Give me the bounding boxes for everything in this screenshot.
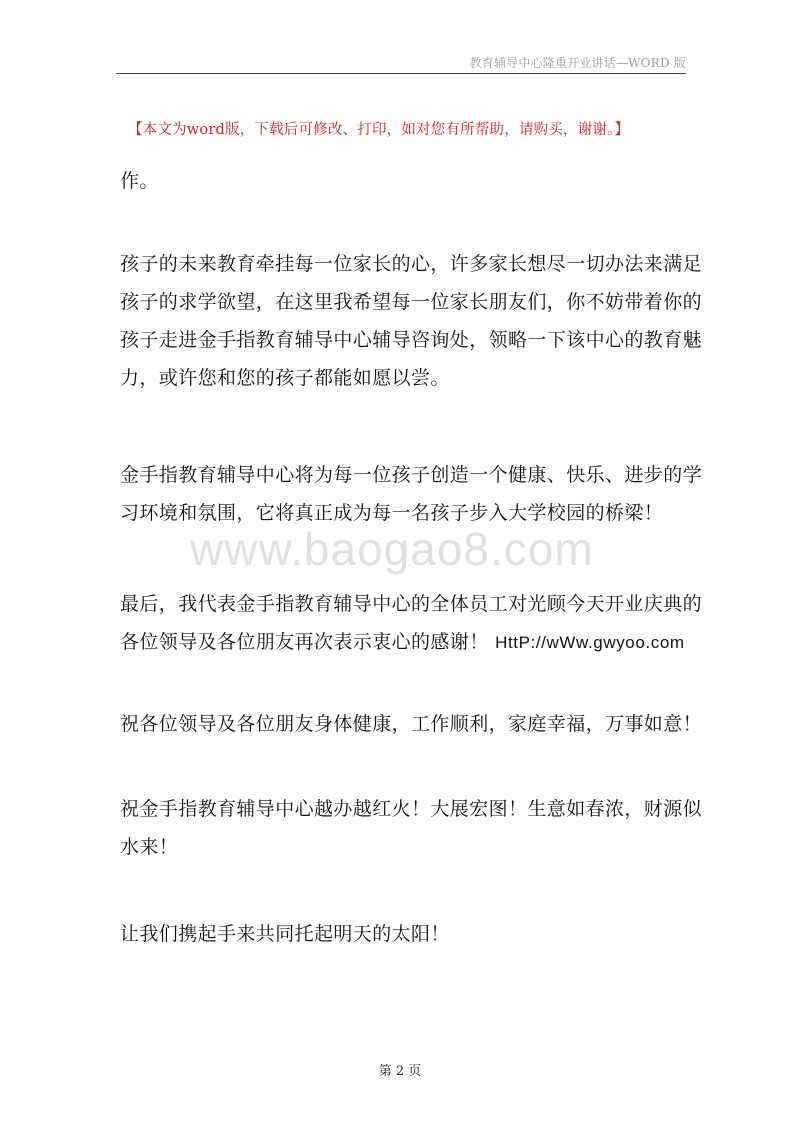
paragraph-line: 最后，我代表金手指教育辅导中心的全体员工对光顾今天开业庆典的 [120,593,703,615]
paragraph-line-text: 各位领导及各位朋友再次表示衷心的感谢！ [120,631,489,653]
paragraph-line: 力，或许您和您的孩子都能如愿以尝。 [120,367,450,389]
paragraph-line: 习环境和氛围，它将真正成为每一名孩子步入大学校园的桥梁！ [120,502,664,524]
paragraph-7 [120,915,690,953]
paragraph-line: 祝金手指教育辅导中心越办越红火！大展宏图！生意如春浓，财源似 [120,798,703,820]
paragraph-1 [120,162,690,200]
paragraph-line: 金手指教育辅导中心将为每一位孩子创造一个健康、快乐、进步的学 [120,464,703,486]
paragraph-6 [120,790,703,866]
page-header [116,52,686,74]
paragraph-line: 孩子的求学欲望，在这里我希望每一位家长朋友们，你不妨带着你的 [120,291,703,313]
source-url: HttP://wWw.gwyoo.com [495,633,685,652]
paragraph-line: 水来！ [120,836,179,858]
watermark: www.baogao8.com [190,523,594,575]
paragraph-5 [120,705,703,743]
header-title: 教育辅导中心隆重开业讲话—WORD 版 [469,56,686,70]
paragraph-4 [120,585,703,662]
paragraph-3 [120,456,703,532]
purchase-notice: 【本文为word版，下载后可修改、打印，如对您有所帮助，请购买，谢谢。】 [128,122,630,138]
paragraph-line: 孩子走进金手指教育辅导中心辅导咨询处，领略一下该中心的教育魅 [120,329,703,351]
paragraph-line: 作。 [120,170,159,192]
paragraph-2 [120,245,703,397]
paragraph-line: 祝各位领导及各位朋友身体健康，工作顺利，家庭幸福，万事如意！ [120,713,703,735]
page-number: 第 2 页 [378,1064,422,1079]
paragraph-line [120,623,690,662]
paragraph-line: 孩子的未来教育牵挂每一位家长的心，许多家长想尽一切办法来满足 [120,253,703,275]
header-divider [116,73,686,74]
paragraph-line: 让我们携起手来共同托起明天的太阳！ [120,923,450,945]
